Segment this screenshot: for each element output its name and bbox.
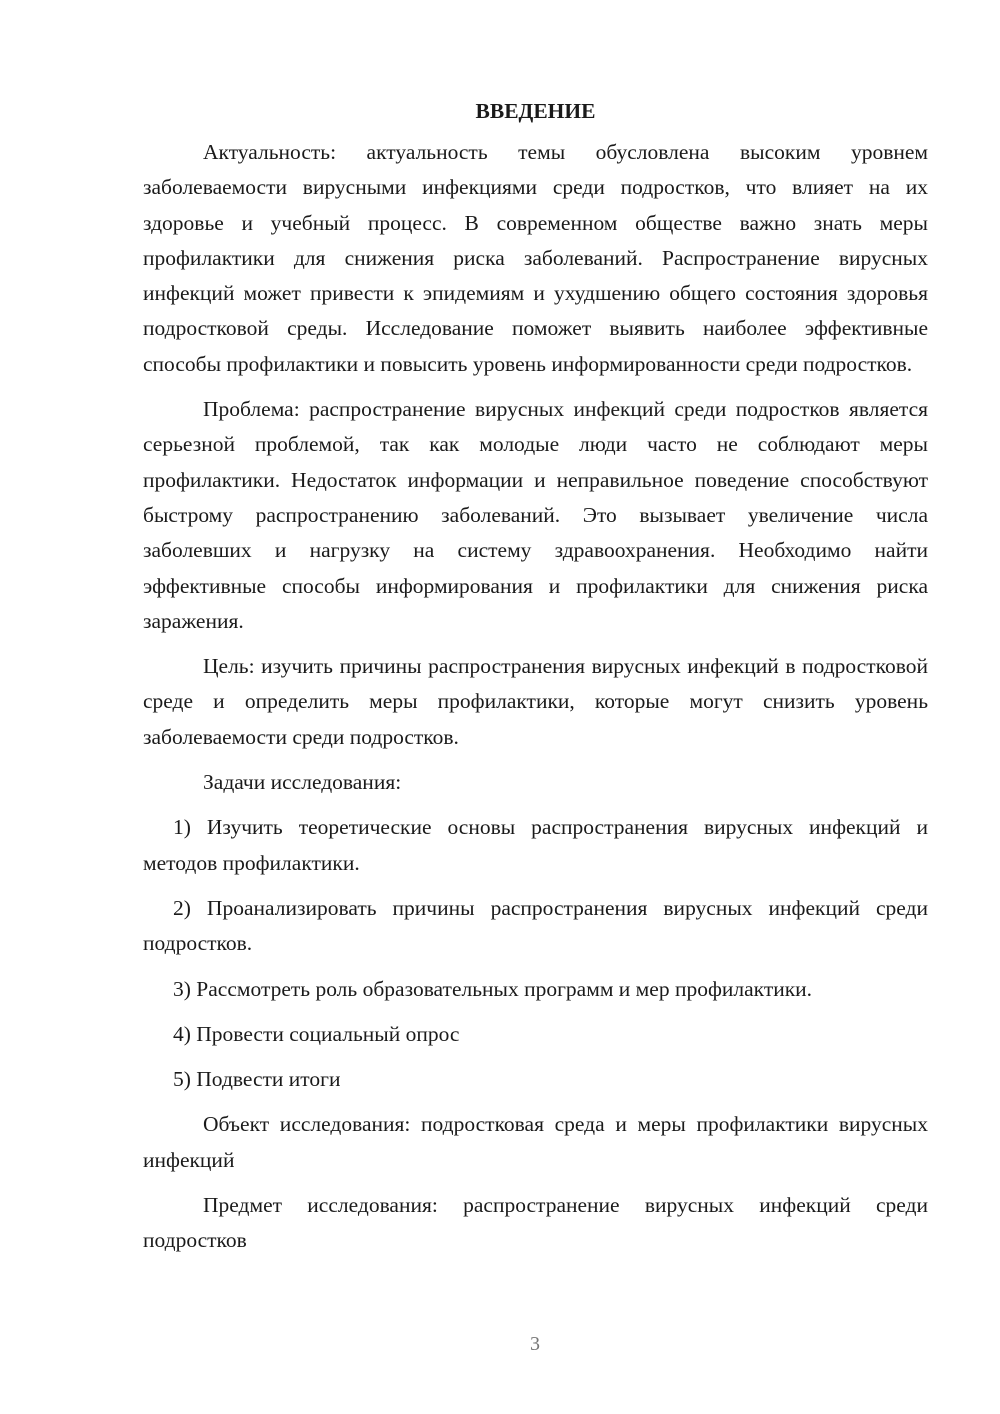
paragraph-tasks-heading: Задачи исследования: xyxy=(203,770,402,795)
list-item: 1) Изучить теоретические основы распространения вирусных инфекций и методов профилактики. xyxy=(143,815,928,875)
paragraph-problem: Проблема: распространение вирусных инфекций среди подростков является серьезной проблемой, так как молодые люди часто не соблюдают меры профилактики. Недостаток информации и неправильное поведение способствуют быстрому распространению заболеваний. Это вызывает увеличение числа заболевших и нагрузку на систему здравоохранения. Необходимо найти эффективные способы информирования и профилактики для снижения риска заражения. xyxy=(143,397,928,633)
list-item: 4) Провести социальный опрос xyxy=(173,1021,460,1046)
list-item: 5) Подвести итоги xyxy=(173,1067,341,1092)
page-title: ВВЕДЕНИЕ xyxy=(475,99,596,123)
list-item: 3) Рассмотреть роль образовательных программ и мер профилактики. xyxy=(173,976,813,1001)
paragraph-relevance: Актуальность: актуальность темы обусловлена высоким уровнем заболеваемости вирусными инфекциями среди подростков, что влияет на их здоровье и учебный процесс. В современном обществе важно знать меры профилактики для снижения риска заболеваний. Распространение вирусных инфекций может привести к эпидемиям и ухудшению общего состояния здоровья подростковой среды. Исследование поможет выявить наиболее эффективные способы профилактики и повысить уровень информированности среди подростков. xyxy=(143,140,928,376)
page-number: 3 xyxy=(530,1333,540,1355)
document-page xyxy=(143,94,928,1269)
paragraph-object: Объект исследования: подростковая среда и меры профилактики вирусных инфекций xyxy=(143,1112,928,1172)
paragraph-subject: Предмет исследования: распространение вирусных инфекций среди подростков xyxy=(143,1193,928,1253)
list-item: 2) Проанализировать причины распространения вирусных инфекций среди подростков. xyxy=(143,895,928,956)
paragraph-goal: Цель: изучить причины распространения вирусных инфекций в подростковой среде и определить меры профилактики, которые могут снизить уровень заболеваемости среди подростков. xyxy=(143,654,928,749)
